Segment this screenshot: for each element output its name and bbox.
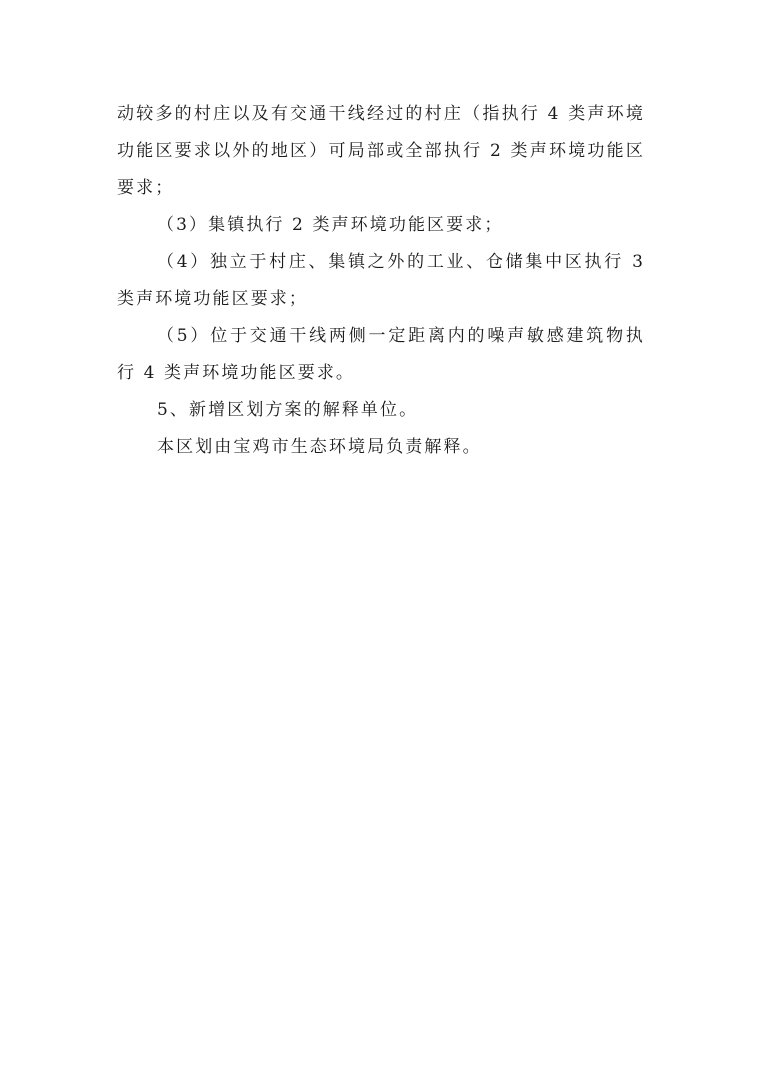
paragraph-item-5: （5）位于交通干线两侧一定距离内的噪声敏感建筑物执行 4 类声环境功能区要求。	[117, 326, 645, 383]
paragraph-interpretation: 本区划由宝鸡市生态环境局负责解释。	[157, 437, 482, 457]
paragraph-item-4: （4）独立于村庄、集镇之外的工业、仓储集中区执行 3 类声环境功能区要求；	[117, 252, 645, 309]
section-heading-5: 5、新增区划方案的解释单位。	[157, 400, 419, 420]
document-body	[117, 96, 645, 466]
paragraph-item-3: （3）集镇执行 2 类声环境功能区要求；	[157, 215, 504, 235]
paragraph-continuation: 动较多的村庄以及有交通干线经过的村庄（指执行 4 类声环境功能区要求以外的地区）可局部或全部执行 2 类声环境功能区要求；	[117, 104, 645, 198]
